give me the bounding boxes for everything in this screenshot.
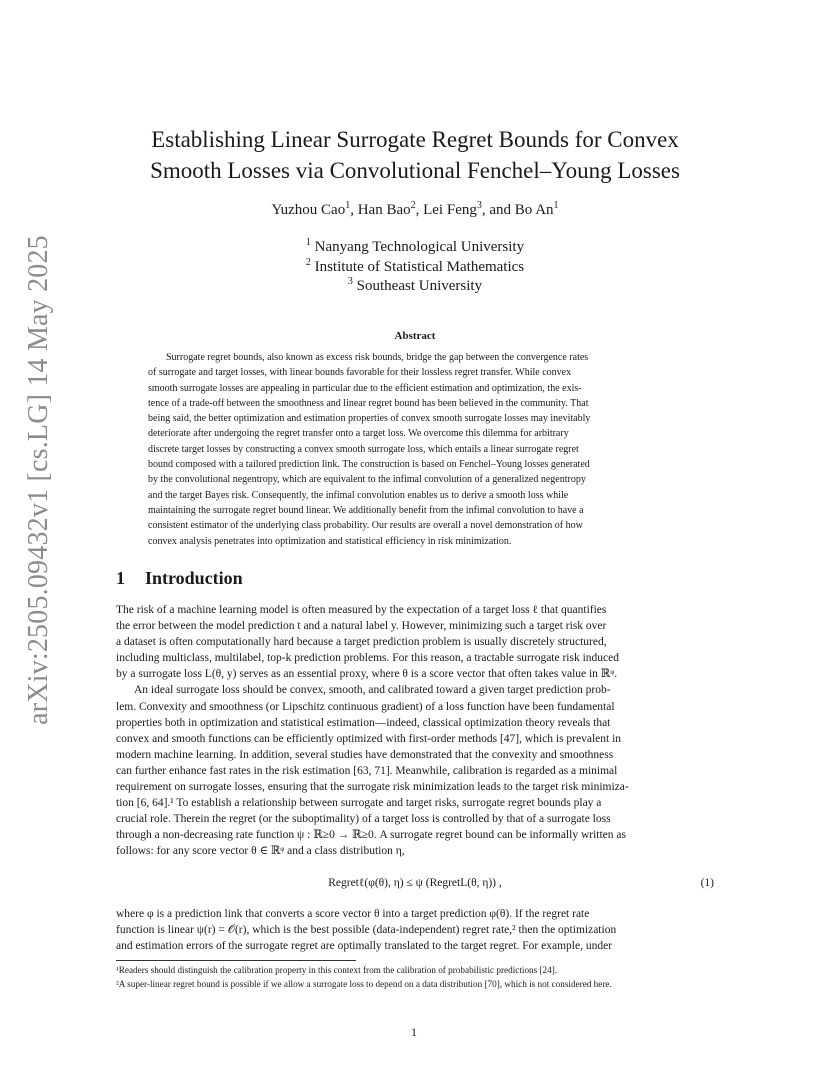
affiliation	[100, 238, 730, 258]
body-line: properties both in optimization and statistical estimation—indeed, classical optimization theory reveals that	[116, 716, 611, 729]
body-line: and estimation errors of the surrogate regret are optimally translated to the target regret. For example, under	[116, 940, 613, 953]
body-line: follows: for any score vector θ ∈ ℝᵠ and a class distribution η,	[116, 845, 405, 858]
affiliation-name: Institute of Statistical Mathematics	[314, 258, 525, 275]
body-line: modern machine learning. In addition, several studies have demonstrated that the convexity and smoothness	[116, 748, 614, 761]
author-separator: ,	[415, 202, 424, 218]
body-line: the error between the model prediction t and a natural label y. However, minimizing such a target risk over	[116, 620, 607, 633]
affiliation	[100, 258, 730, 278]
body-line: crucial role. Therein the regret (or the suboptimality) of a target loss is controlled by that of a surrogate loss	[116, 813, 611, 826]
abstract-line: Surrogate regret bounds, also known as excess risk bounds, bridge the gap between the convergence rates	[166, 352, 589, 363]
paper-title	[100, 124, 730, 186]
abstract-line: convex analysis penetrates into optimization and statistical efficiency in risk minimization.	[148, 535, 512, 547]
abstract-line: bound composed with a tailored prediction link. The construction is based on Fenchel–Young losses generated	[148, 459, 590, 471]
footnote: ²A super-linear regret bound is possible if we allow a surrogate loss to depend on a data distribution [70], which is not considered here.	[116, 978, 612, 989]
equation-body: Regretℓ(φ(θ), η) ≤ ψ (RegretL(θ, η)) ,	[328, 877, 502, 889]
arxiv-stamp	[16, 235, 62, 725]
affiliation-name: Nanyang Technological University	[314, 239, 525, 255]
body-line: can further enhance fast rates in the risk estimation [63, 71]. Meanwhile, calibration is regarded as a minimal	[116, 764, 618, 777]
author-name: Han Bao	[357, 202, 411, 218]
introduction-text	[116, 602, 714, 860]
title-line-1: Establishing Linear Surrogate Regret Bounds for Convex	[151, 127, 679, 152]
body-line: by a surrogate loss L(θ, y) serves as an essential proxy, where θ is a score vector that often takes value in ℝᵠ.	[116, 668, 618, 681]
abstract-line: discrete target losses by constructing a convex smooth surrogate loss, which entails a linear surrogate regret	[148, 443, 579, 455]
title-line-2: Smooth Losses via Convolutional Fenchel–Young Losses	[150, 158, 680, 183]
page-number: 1	[411, 1025, 417, 1039]
footnotes	[116, 964, 716, 991]
abstract-line: of surrogate and target losses, with linear bounds favorable for their lossless regret transfer. While convex	[148, 367, 572, 379]
body-line: through a non-decreasing rate function ψ : ℝ≥0 → ℝ≥0. A surrogate regret bound can be informally written as	[116, 829, 626, 842]
affiliation-list	[100, 238, 730, 297]
affiliation	[100, 277, 730, 297]
author-affiliation-mark: 1	[345, 200, 351, 211]
affiliation-number: 3	[347, 276, 353, 287]
body-line: convex and smooth functions can be efficiently optimized with first-order methods [47], which is prevalent in	[116, 732, 622, 745]
body-line: including multiclass, multilabel, top-k prediction problems. For this reason, a tractable surrogate risk induced	[116, 652, 620, 665]
abstract-line: maintaining the surrogate regret bound linear. We additionally benefit from the infimal convolution to have a	[148, 504, 584, 516]
footnote-divider	[116, 960, 356, 961]
author-separator: , and	[481, 202, 515, 218]
section-heading	[116, 568, 243, 589]
arxiv-identifier: arXiv:2505.09432v1 [cs.LG] 14 May 2025	[23, 235, 55, 725]
affiliation-name: Southeast University	[356, 278, 483, 294]
author-affiliation-mark: 1	[553, 200, 559, 211]
author-affiliation-mark: 2	[410, 200, 416, 211]
abstract-line: smooth surrogate losses are appealing in particular due to the efficient estimation and optimization, the exis-	[148, 382, 582, 394]
abstract-body	[148, 350, 680, 549]
affiliation-number: 1	[305, 237, 311, 248]
author-list	[100, 202, 730, 219]
abstract-heading: Abstract	[394, 330, 436, 342]
body-line: An ideal surrogate loss should be convex, smooth, and calibrated toward a given target prediction prob-	[134, 684, 611, 697]
author-name: Bo An	[514, 202, 554, 218]
equation-1	[116, 877, 714, 889]
abstract-line: tence of a trade-off between the smoothness and linear regret bound has been believed in the community. That	[148, 397, 589, 409]
affiliation-number: 2	[305, 256, 311, 268]
body-line: a dataset is often computationally hard because a target prediction problem is usually discretely structured,	[116, 636, 607, 649]
abstract-line: by the convolutional negentropy, which are equivalent to the infimal convolution of a generalized negentropy	[148, 474, 586, 486]
equation-number: (1)	[700, 877, 714, 889]
abstract-line: being said, the better optimization and estimation properties of convex smooth surrogate losses may inevitably	[148, 413, 591, 425]
author-name: Yuzhou Cao	[271, 202, 346, 218]
body-line: lem. Convexity and smoothness (or Lipschitz continuous gradient) of a loss function have been fundamental	[116, 700, 615, 713]
author-name: Lei Feng	[423, 202, 477, 218]
abstract-line: and the target Bayes risk. Consequently, the infimal convolution enables us to derive a smooth loss while	[148, 489, 569, 501]
body-line: tion [6, 64].¹ To establish a relationship between surrogate and target risks, surrogate regret bounds play a	[116, 797, 602, 810]
section-title: Introduction	[145, 568, 243, 588]
author-affiliation-mark: 3	[476, 200, 482, 211]
author-separator: ,	[350, 202, 358, 218]
introduction-text-continued	[116, 906, 714, 954]
body-line: function is linear ψ(r) = 𝒪(r), which is the best possible (data-independent) regret rate,² then the optimization	[116, 924, 617, 937]
footnote: ¹Readers should distinguish the calibration property in this context from the calibration of probabilistic predictions [24].	[116, 965, 558, 975]
body-line: where φ is a prediction link that converts a score vector θ into a target prediction φ(θ). If the regret rate	[116, 908, 590, 920]
section-number: 1	[116, 568, 125, 588]
abstract-line: deteriorate after undergoing the regret transfer onto a target loss. We overcome this dilemma for arbitrary	[148, 428, 569, 440]
body-line: requirement on surrogate losses, ensuring that the surrogate risk minimization leads to the target risk minimiza-	[116, 781, 629, 794]
abstract-line: consistent estimator of the underlying class probability. Our results are overall a novel demonstration of how	[148, 520, 583, 532]
body-line: The risk of a machine learning model is often measured by the expectation of a target loss ℓ that quantifies	[116, 604, 607, 616]
